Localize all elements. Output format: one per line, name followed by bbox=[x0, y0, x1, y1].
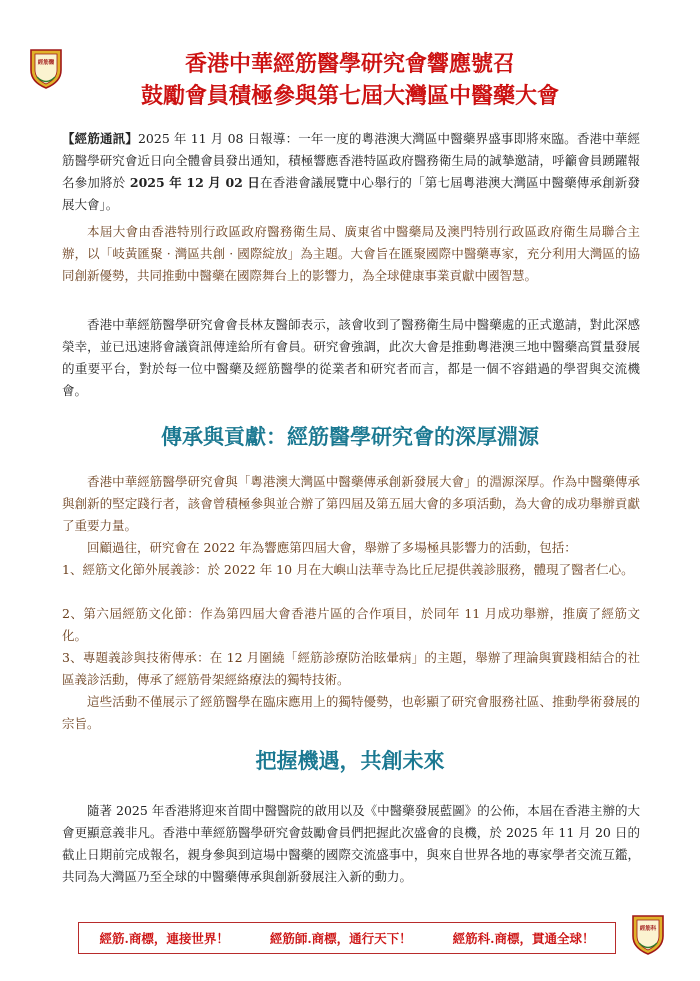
shield-logo-bottom bbox=[630, 912, 666, 956]
intro-p1-text: 2025 年 11 月 08 日報導：一年一度的粵港澳大灣區中醫藥界盛事即將來臨。香港中華經筋醫學研究會近日向全體會員發出通知，積極響應香港特區政府醫務衛生局的誠摯邀請，呼籲會員踴躍報名參加將於 bbox=[62, 131, 640, 190]
event-date: 2025 年 12 月 02 日 bbox=[125, 175, 261, 190]
intro-paragraph-3: 香港中華經筋醫學研究會會長林友醫師表示，該會收到了醫務衛生局中醫藥處的正式邀請，對此深感榮幸，並已迅速將會議資訊傳達給所有會員。研究會強調，此次大會是推動粵港澳三地中醫藥高質量發展的重要平台，對於每一位中醫藥及經筋醫學的從業者和研究者而言，都是一個不容錯過的學習與交流機會。 bbox=[62, 317, 640, 398]
section-title-opportunity: 把握機遇，共創未來 bbox=[255, 748, 445, 773]
logo-text-top: 經筋醫 bbox=[37, 60, 55, 66]
shield-icon bbox=[28, 46, 64, 90]
main-title-line1: 香港中華經筋醫學研究會響應號召 bbox=[184, 51, 515, 77]
section2-paragraph-1: 隨著 2025 年香港將迎來首間中醫醫院的啟用以及《中醫藥發展藍圖》的公佈，本屆在香港主辦的大會更顯意義非凡。香港中華經筋醫學研究會鼓勵會員們把握此次盛會的良機，於 2025 年 11 月 20 日的截止日期前完成報名，親身參與到這場中醫藥的國際交流盛事中，與來自世界各地的專家學者交流互鑑，共同為大灣區乃至全球的中醫藥傳承與創新發展注入新的動力。 bbox=[62, 803, 640, 884]
news-lead-label: 【經筋通訊】 bbox=[62, 131, 138, 146]
footer-slogan-3: 經筋科.商標，貫通全球！ bbox=[452, 931, 595, 946]
main-title-line2: 鼓勵會員積極參與第七屆大灣區中醫藥大會 bbox=[140, 83, 559, 109]
footer-slogan-2: 經筋師.商標，通行天下！ bbox=[269, 931, 412, 946]
shield-logo-top bbox=[28, 46, 64, 90]
shield-icon bbox=[630, 912, 666, 956]
intro-paragraph-1 bbox=[62, 128, 640, 216]
logo-text-bottom: 經筋科 bbox=[639, 926, 657, 932]
section-title-heritage: 傳承與貢獻：經筋醫學研究會的深厚淵源 bbox=[161, 424, 539, 449]
activity-list-item-1: 1、經筋文化節外展義診：於 2022 年 10 月在大嶼山法華寺為比丘尼提供義診服務，體現了醫者仁心。 bbox=[62, 562, 634, 577]
section1-paragraph-2: 回顧過往，研究會在 2022 年為響應第四屆大會，舉辦了多場極具影響力的活動，包括： bbox=[87, 540, 577, 555]
section1-paragraph-3: 這些活動不僅展示了經筋醫學在臨床應用上的獨特優勢，也彰顯了研究會服務社區、推動學術發展的宗旨。 bbox=[62, 694, 640, 731]
activity-list-item-3: 3、專題義診與技術傳承：在 12 月圍繞「經筋診療防治眩暈病」的主題，舉辦了理論與實踐相結合的社區義診活動，傳承了經筋骨架經絡療法的獨特技術。 bbox=[62, 650, 640, 687]
section1-paragraph-1: 香港中華經筋醫學研究會與「粵港澳大灣區中醫藥傳承創新發展大會」的淵源深厚。作為中醫藥傳承與創新的堅定踐行者，該會曾積極參與並合辦了第四屆及第五屆大會的多項活動，為大會的成功舉辦貢獻了重要力量。 bbox=[62, 474, 640, 533]
footer-slogan-1: 經筋.商標，連接世界！ bbox=[99, 931, 229, 946]
activity-list-item-2: 2、第六屆經筋文化節：作為第四屆大會香港片區的合作項目，於同年 11 月成功舉辦，推廣了經筋文化。 bbox=[62, 606, 640, 643]
footer-slogan-box bbox=[78, 922, 616, 954]
intro-paragraph-2: 本屆大會由香港特別行政區政府醫務衛生局、廣東省中醫藥局及澳門特別行政區政府衛生局聯合主辦，以「岐黃匯聚 · 灣區共創 · 國際綻放」為主題。大會旨在匯聚國際中醫藥專家，充分利用大灣區的協同創新優勢，共同推動中醫藥在國際舞台上的影響力，為全球健康事業貢獻中國智慧。 bbox=[62, 224, 640, 283]
intro-p1-end: 在香港會議展覽中心舉行的「第七屆粵港澳大灣區中醫藥傳承創新發展大會」。 bbox=[62, 175, 640, 212]
